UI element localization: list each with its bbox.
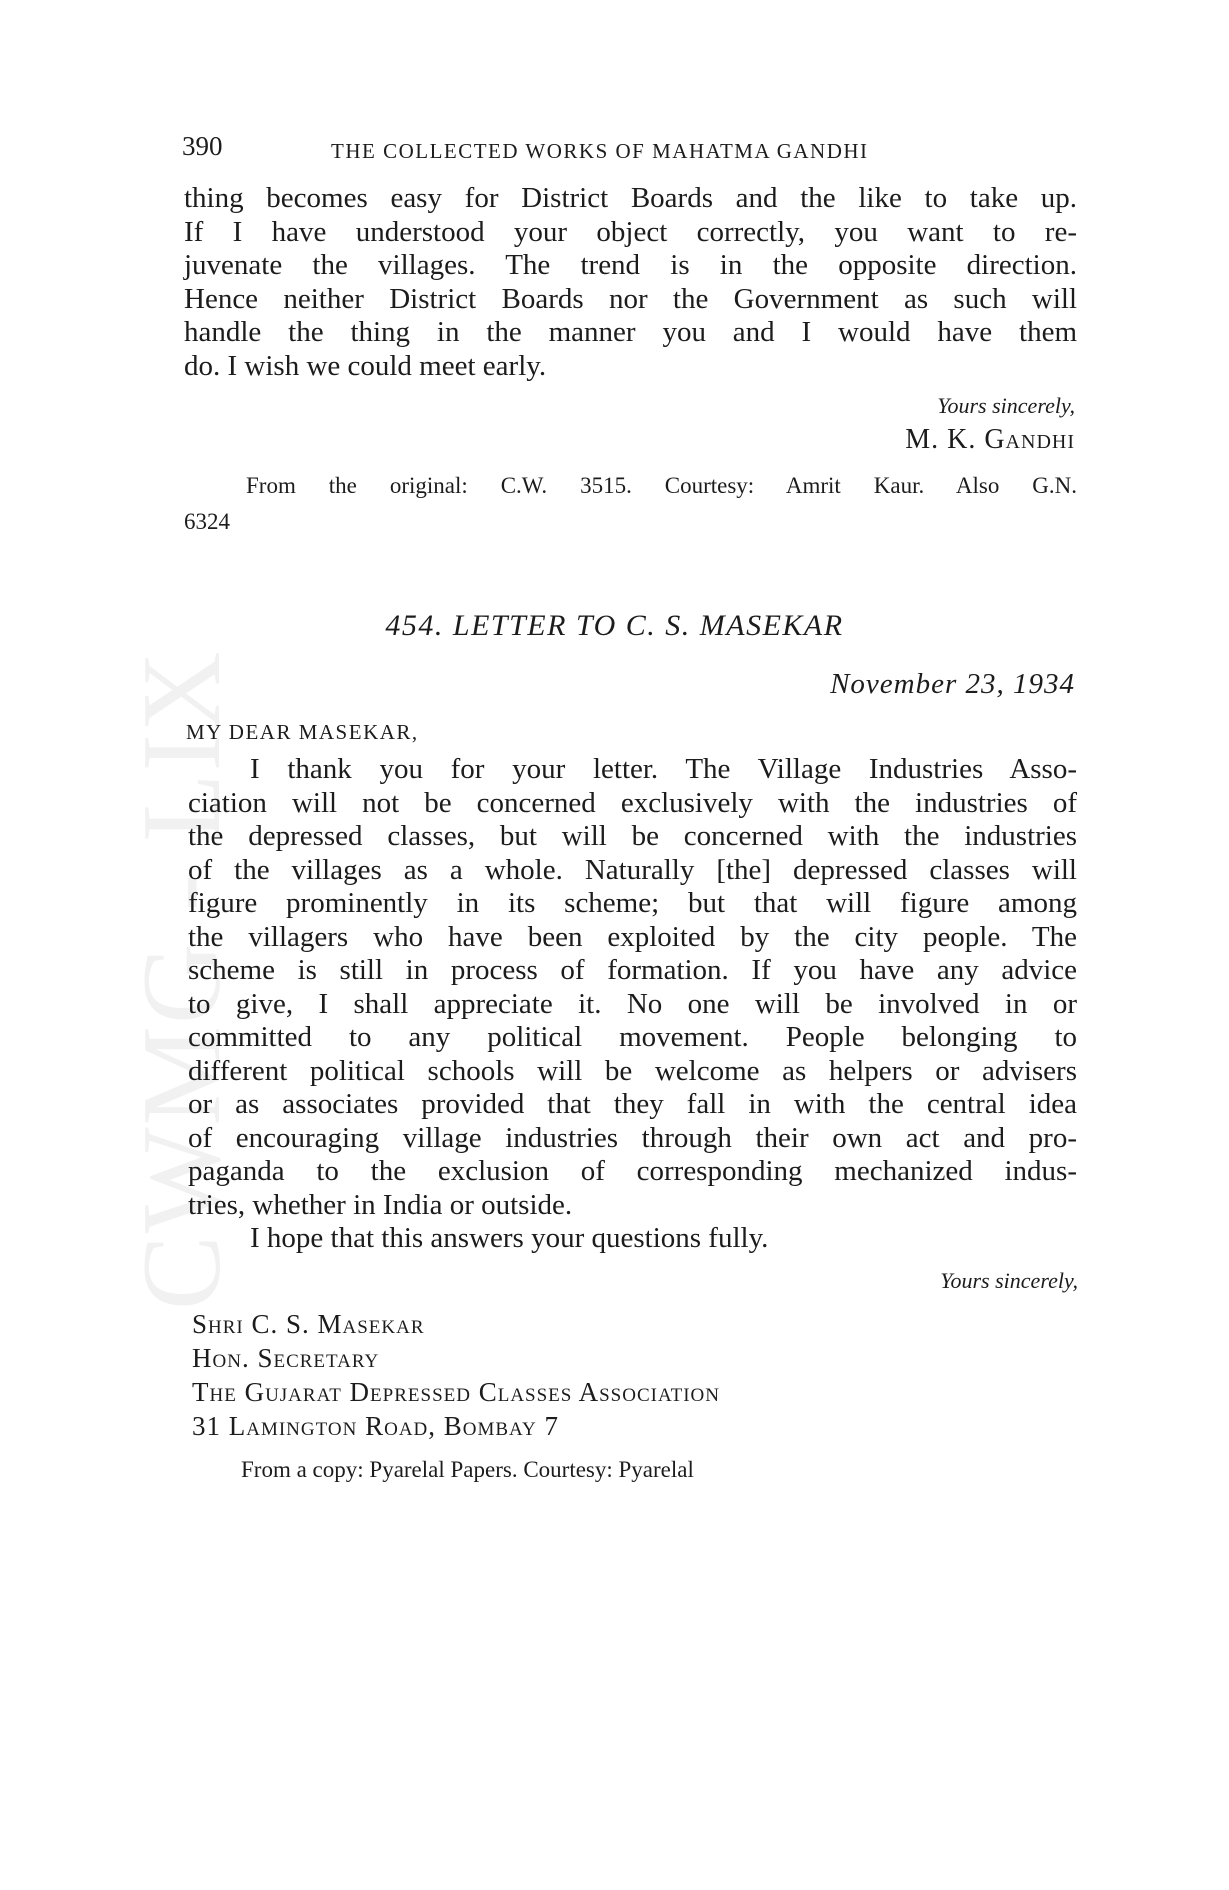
- body-line: the depressed classes, but will be concerned with the industries: [188, 820, 1077, 852]
- body-line: I hope that this answers your questions fully.: [250, 1222, 769, 1254]
- body-line: Hence neither District Boards nor the Government as such will: [184, 282, 1077, 315]
- previous-letter-closing: Yours sincerely,: [937, 393, 1075, 418]
- body-line: committed to any political movement. People belonging to: [188, 1021, 1077, 1053]
- body-line: handle the thing in the manner you and I would have them: [184, 316, 1077, 348]
- body-line: do. I wish we could meet early.: [184, 349, 547, 382]
- body-line: juvenate the villages. The trend is in the opposite direction.: [184, 249, 1077, 281]
- recipient-address: [192, 1307, 1085, 1443]
- running-title: THE COLLECTED WORKS OF MAHATMA GANDHI: [331, 139, 869, 163]
- source-line: 6324: [184, 509, 230, 534]
- letter-source: From a copy: Pyarelal Papers. Courtesy: Pyarelal: [241, 1457, 694, 1482]
- body-line: the villagers who have been exploited by the city people. The: [188, 920, 1077, 953]
- address-line: 31 Lamington Road, Bombay 7: [192, 1411, 559, 1441]
- previous-letter-source: [184, 468, 1077, 540]
- body-line: If I have understood your object correctly, you want to re-: [184, 215, 1077, 248]
- body-line: figure prominently in its scheme; but that will figure among: [188, 887, 1077, 919]
- body-line: thing becomes easy for District Boards and the like to take up.: [184, 182, 1077, 214]
- previous-letter-body: [184, 182, 1077, 383]
- salutation: MY DEAR MASEKAR,: [186, 720, 419, 744]
- letter-body: [188, 753, 1077, 1256]
- body-line: scheme is still in process of formation. If you have any advice: [188, 954, 1077, 986]
- body-line: of the villages as a whole. Naturally [the] depressed classes will: [188, 853, 1077, 886]
- address-line: The Gujarat Depressed Classes Association: [192, 1377, 720, 1407]
- letter-date: November 23, 1934: [830, 668, 1075, 700]
- body-line: tries, whether in India or outside.: [188, 1188, 573, 1221]
- source-line: From the original: C.W. 3515. Courtesy: Amrit Kaur. Also G.N.: [246, 473, 1077, 498]
- page-header: [182, 131, 1072, 167]
- address-line: Hon. Secretary: [192, 1343, 380, 1373]
- letter-closing: Yours sincerely,: [940, 1268, 1078, 1293]
- letter-heading: 454. LETTER TO C. S. MASEKAR: [385, 609, 844, 642]
- body-line: of encouraging village industries through their own act and pro-: [188, 1121, 1077, 1154]
- address-line: Shri C. S. Masekar: [192, 1309, 425, 1339]
- body-line: ciation will not be concerned exclusively with the industries of: [188, 786, 1077, 819]
- watermark: CWMG - LIX: [120, 649, 244, 1310]
- body-line: to give, I shall appreciate it. No one will be involved in or: [188, 987, 1077, 1020]
- body-line: or as associates provided that they fall in with the central idea: [188, 1088, 1077, 1120]
- previous-letter-signature: M. K. Gandhi: [905, 424, 1075, 455]
- body-line: different political schools will be welcome as helpers or advisers: [188, 1054, 1077, 1087]
- body-line: I thank you for your letter. The Village Industries Asso-: [250, 753, 1077, 785]
- body-line: paganda to the exclusion of corresponding mechanized indus-: [188, 1155, 1077, 1187]
- page-number: 390: [182, 131, 223, 161]
